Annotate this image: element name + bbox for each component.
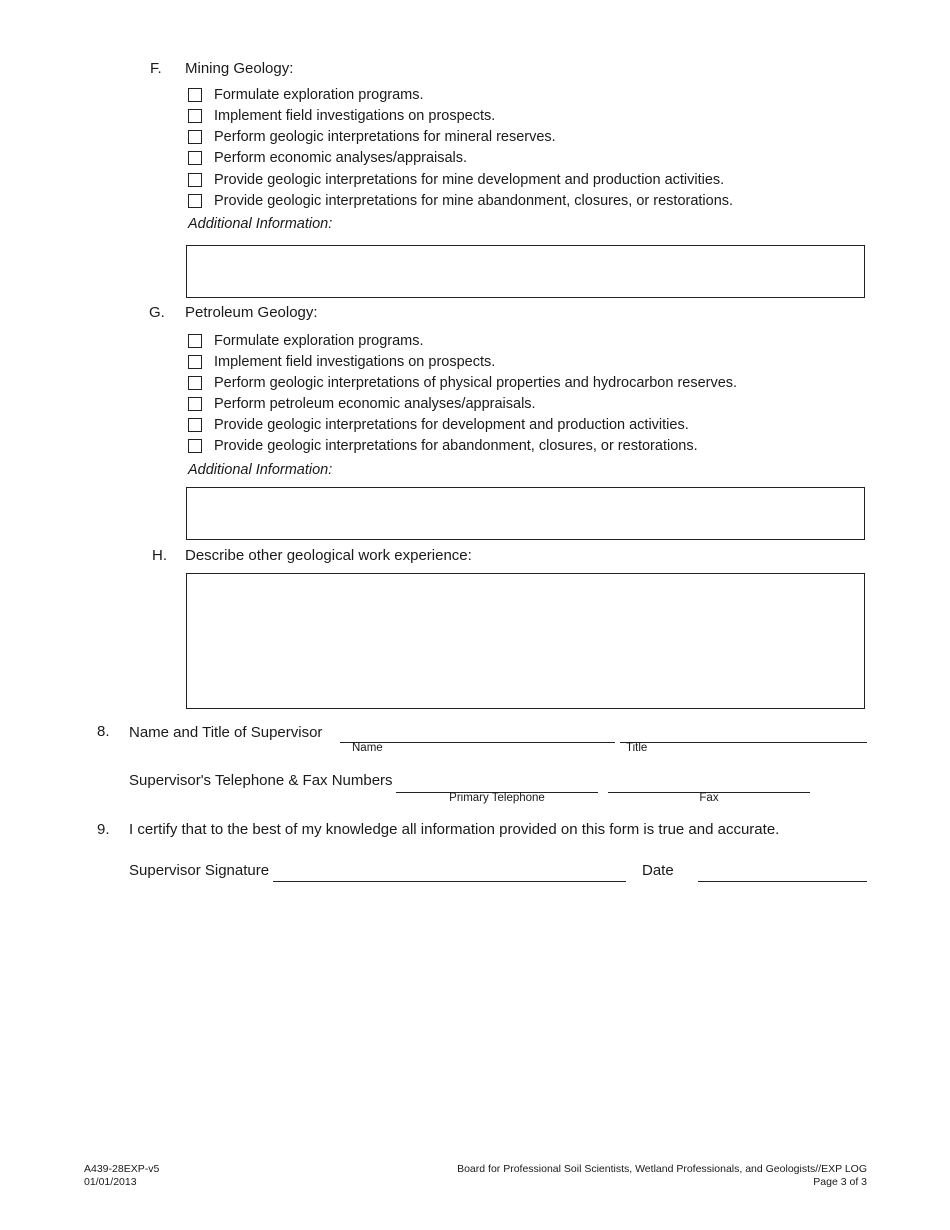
checkbox-label: Formulate exploration programs. [214,333,424,349]
checkbox[interactable] [188,376,202,390]
checkbox[interactable] [188,334,202,348]
checkbox-label: Provide geologic interpretations for mine development and production activities. [214,172,725,188]
section-f-additional-textbox[interactable] [186,245,865,298]
checkbox[interactable] [188,194,202,208]
checkbox-label: Implement field investigations on prospects. [214,354,496,370]
checkbox-row[interactable] [188,106,495,126]
section-h-letter: H. [152,547,167,564]
section-g-additional-label: Additional Information: [188,462,333,478]
section-f-additional-label: Additional Information: [188,216,333,232]
checkbox-row[interactable] [188,415,689,435]
item-8-label: Name and Title of Supervisor [129,724,323,741]
section-f-title: Mining Geology: [185,60,294,77]
checkbox-row[interactable] [188,436,698,456]
date-label: Date [642,862,674,879]
primary-telephone-caption: Primary Telephone [449,792,545,804]
date-line[interactable] [698,881,867,882]
checkbox-row[interactable] [188,148,467,168]
form-date: 01/01/2013 [84,1176,137,1188]
checkbox-label: Perform economic analyses/appraisals. [214,150,468,166]
board-name: Board for Professional Soil Scientists, Wetland Professionals, and Geologists//EXP LOG [457,1163,867,1175]
fax-caption: Fax [699,792,719,804]
signature-label: Supervisor Signature [129,862,270,879]
checkbox[interactable] [188,130,202,144]
checkbox[interactable] [188,355,202,369]
checkbox-row[interactable] [188,394,536,414]
checkbox[interactable] [188,173,202,187]
section-h-textbox[interactable] [186,573,865,709]
checkbox[interactable] [188,109,202,123]
checkbox-row[interactable] [188,170,724,190]
name-caption: Name [352,742,383,754]
section-f-letter: F. [150,60,162,77]
supervisor-title-line[interactable] [620,742,867,743]
checkbox-label: Perform geologic interpretations for mineral reserves. [214,129,556,145]
checkbox-label: Perform petroleum economic analyses/appraisals. [214,396,536,412]
checkbox-label: Implement field investigations on prospects. [214,108,496,124]
form-id: A439-28EXP-v5 [84,1163,160,1175]
item-9-number: 9. [97,821,110,838]
checkbox[interactable] [188,151,202,165]
checkbox[interactable] [188,88,202,102]
footer-left [84,1163,159,1189]
title-caption: Title [626,742,648,754]
checkbox[interactable] [188,418,202,432]
checkbox-row[interactable] [188,352,495,372]
section-h-title: Describe other geological work experience: [185,547,472,564]
section-g-additional-textbox[interactable] [186,487,865,540]
checkbox-label: Provide geologic interpretations for development and production activities. [214,417,689,433]
checkbox-label: Provide geologic interpretations for abandonment, closures, or restorations. [214,438,698,454]
checkbox-row[interactable] [188,191,733,211]
checkbox[interactable] [188,397,202,411]
item-8-number: 8. [97,723,110,740]
checkbox-label: Provide geologic interpretations for mine abandonment, closures, or restorations. [214,193,734,209]
checkbox-label: Perform geologic interpretations of physical properties and hydrocarbon reserves. [214,375,738,391]
signature-line[interactable] [273,881,626,882]
checkbox[interactable] [188,439,202,453]
phone-fax-label: Supervisor's Telephone & Fax Numbers [129,772,393,789]
checkbox-row[interactable] [188,127,556,147]
section-g-title: Petroleum Geology: [185,304,318,321]
checkbox-row[interactable] [188,85,424,105]
section-g-letter: G. [149,304,165,321]
checkbox-row[interactable] [188,331,424,351]
certify-text: I certify that to the best of my knowledge all information provided on this form is true and accurate. [129,821,780,838]
footer-right [457,1163,867,1189]
page-number: Page 3 of 3 [813,1176,867,1188]
checkbox-row[interactable] [188,373,737,393]
checkbox-label: Formulate exploration programs. [214,87,424,103]
